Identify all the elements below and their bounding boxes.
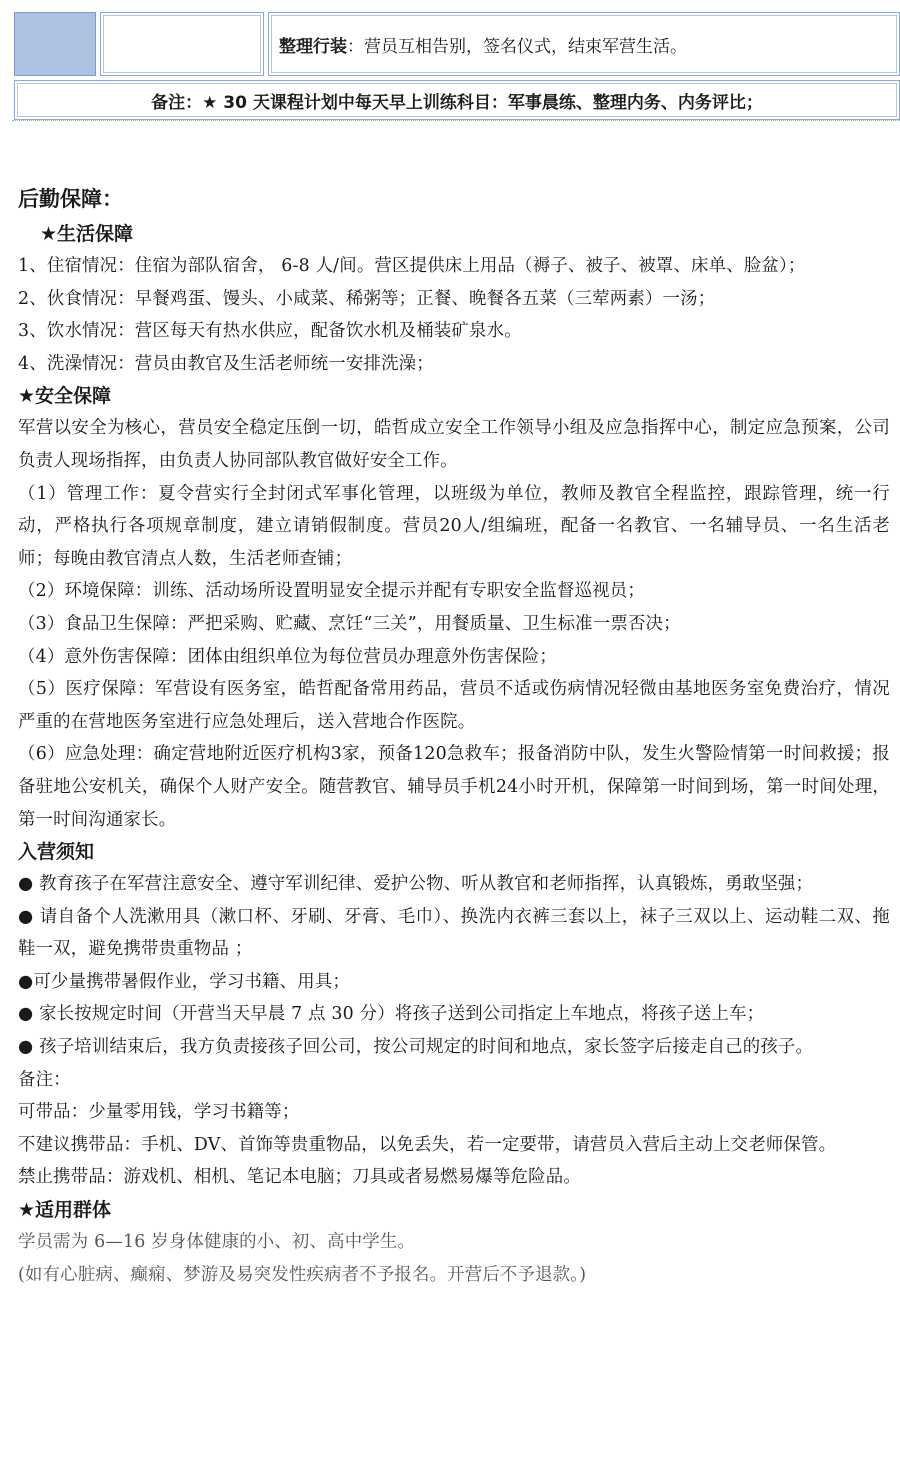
notice-heading: 入营须知 xyxy=(18,841,95,864)
table-row xyxy=(12,12,900,80)
notice-item: ● 请自备个人洗漱用具（漱口杯、牙刷、牙膏、毛巾）、换洗内衣裤三套以上，袜子三双以上、运动鞋二双、拖鞋一双，避免携带贵重物品 ； xyxy=(18,906,890,960)
activity-text: ：营员互相告别，签名仪式，结束军营生活。 xyxy=(347,36,687,57)
safety-item: （3）食品卫生保障：严把采购、贮藏、烹饪“三关”，用餐质量、卫生标准一票否决； xyxy=(18,613,681,634)
safety-item: （4）意外伤害保障：团体由组织单位为每位营员办理意外伤害保险； xyxy=(18,646,557,667)
life-item: 4、洗澡情况：营员由教官及生活老师统一安排洗澡； xyxy=(18,353,434,374)
life-item: 3、饮水情况：营区每天有热水供应，配备饮水机及桶装矿泉水。 xyxy=(18,321,522,342)
audience-heading: ★适用群体 xyxy=(18,1199,112,1222)
safety-heading: ★安全保障 xyxy=(18,385,112,408)
audience-text: 学员需为 6—16 岁身体健康的小、初、高中学生。 xyxy=(18,1232,416,1253)
table-cell-activity xyxy=(268,12,900,76)
safety-intro: 军营以安全为核心，营员安全稳定压倒一切，皓哲成立安全工作领导小组及应急指挥中心，制定应急预案，公司负责人现场指挥，由负责人协同部队教官做好安全工作。 xyxy=(18,418,890,471)
not-recommended-text: 不建议携带品：手机、DV、首饰等贵重物品，以免丢失，若一定要带，请营员入营后主动上交老师保管。 xyxy=(18,1134,837,1155)
table-cell-empty xyxy=(100,12,264,76)
life-item: 2、伙食情况：早餐鸡蛋、馒头、小咸菜、稀粥等；正餐、晚餐各五菜（三荤两素）一汤； xyxy=(18,288,716,309)
table-note-row: 备注：★ 30 天课程计划中每天早上训练科目：军事晨练、整理内务、内务评比； xyxy=(14,80,900,120)
table-bottom-border xyxy=(12,120,900,121)
remark-label: 备注： xyxy=(18,1069,71,1090)
notice-item: ● 孩子培训结束后，我方负责接孩子回公司，按公司规定的时间和地点，家长签字后接走自己的孩子。 xyxy=(18,1037,814,1058)
life-item: 1、住宿情况：住宿为部队宿舍， 6-8 人/间。营区提供床上用品（褥子、被子、被罩、床单、脸盆）； xyxy=(18,256,806,276)
life-support-heading: ★生活保障 xyxy=(40,223,134,245)
table-cell-shaded xyxy=(14,12,96,76)
safety-item: （1）管理工作：夏令营实行全封闭式军事化管理，以班级为单位，教师及教官全程监控，跟踪管理，统一行动，严格执行各项规章制度，建立请销假制度。营员20人/组编班，配备一名教官、一名辅导员、一名生活老师；每晚由教官清点人数，生活老师查铺； xyxy=(18,483,890,569)
safety-item: （2）环境保障：训练、活动场所设置明显安全提示并配有专职安全监督巡视员； xyxy=(18,581,645,602)
audience-disclaimer: (如有心脏病、癫痫、梦游及易突发性疾病者不予报名。开营后不予退款。) xyxy=(18,1264,587,1285)
notice-item: ●可少量携带暑假作业，学习书籍、用具； xyxy=(18,971,351,992)
logistics-heading: 后勤保障： xyxy=(18,187,123,211)
notice-item: ● 教育孩子在军营注意安全、遵守军训纪律、爱护公物、听从教官和老师指挥，认真锻炼，勇敢坚强； xyxy=(18,874,814,895)
activity-label: 整理行装 xyxy=(279,36,347,57)
safety-item: （6）应急处理：确定营地附近医疗机构3家，预备120急救车；报备消防中队，发生火警险情第一时间救援；报备驻地公安机关，确保个人财产安全。随营教官、辅导员手机24小时开机，保障第一时间到场，第一时间处理，第一时间沟通家长。 xyxy=(18,744,890,830)
notice-item: ● 家长按规定时间（开营当天早晨 7 点 30 分）将孩子送到公司指定上车地点，将孩子送上车； xyxy=(18,1004,765,1025)
forbidden-text: 禁止携带品：游戏机、相机、笔记本电脑；刀具或者易燃易爆等危险品。 xyxy=(18,1167,581,1188)
safety-item: （5）医疗保障：军营设有医务室，皓哲配备常用药品，营员不适或伤病情况轻微由基地医务室免费治疗，情况严重的在营地医务室进行应急处理后，送入营地合作医院。 xyxy=(18,679,890,732)
can-bring-text: 可带品：少量零用钱，学习书籍等； xyxy=(18,1102,300,1123)
document-body xyxy=(18,180,890,1291)
